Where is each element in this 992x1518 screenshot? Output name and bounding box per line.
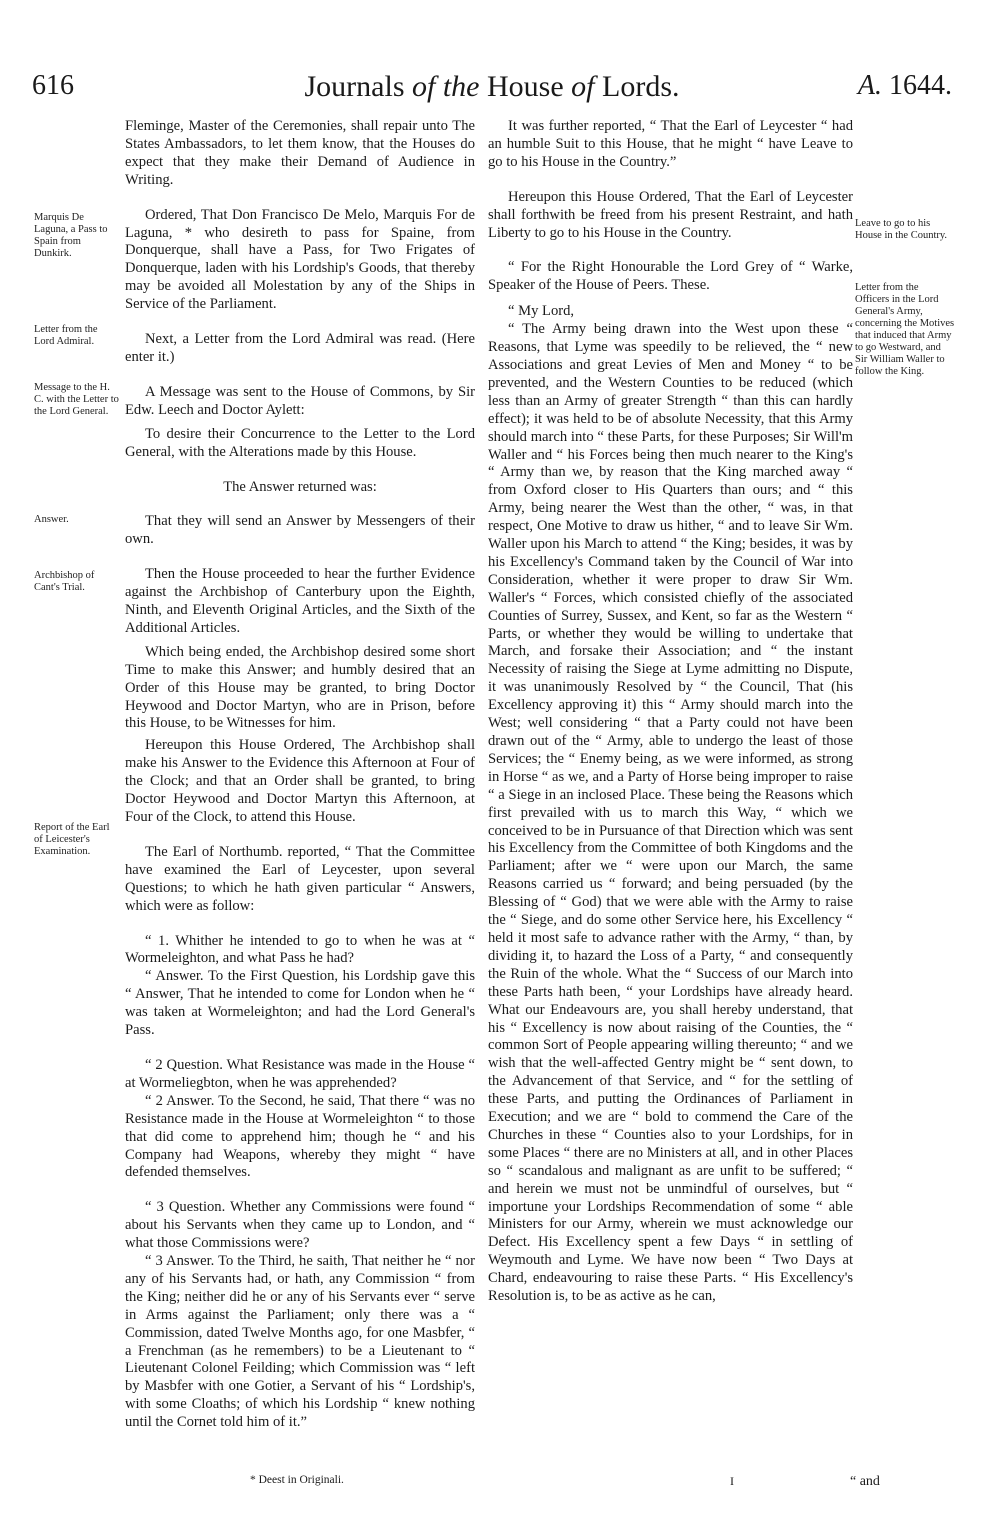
paragraph: To desire their Concurrence to the Letter to the Lord General, with the Alterations made by this House. bbox=[125, 425, 475, 460]
paragraph: Fleminge, Master of the Ceremonies, shall repair unto The States Ambassadors, to let them know, that the Houses do expect that they make their Demand of Audience in Writing. bbox=[125, 118, 475, 188]
paragraph: The Earl of Northumb. reported, “ That the Committee have examined the Earl of Leycester, upon several Questions; to which he hath given particular “ Answers, which were as follow: bbox=[125, 843, 475, 914]
running-title bbox=[32, 70, 952, 104]
paragraph: “ 2 Answer. To the Second, he said, That there “ was no Resistance made in the House at Wormeleighton “ to those that did come to apprehend him; though he “ and his Company had Weapons, whereby they might “ have defended themselves. bbox=[125, 1092, 475, 1181]
paragraph: That they will send an Answer by Messengers of their own. bbox=[125, 513, 475, 548]
paragraph: Next, a Letter from the Lord Admiral was read. (Here enter it.) bbox=[125, 331, 475, 365]
margin-note-marquis: Marquis De Laguna, a Pass to Spain from Dunkirk. bbox=[34, 212, 108, 259]
title-word: Lords. bbox=[602, 70, 680, 103]
year-value: 1644. bbox=[889, 70, 952, 101]
title-word: House bbox=[487, 70, 564, 103]
title-word: the bbox=[442, 70, 480, 103]
page-number: 616 bbox=[32, 70, 74, 101]
footnote: * Deest in Originali. bbox=[250, 1474, 344, 1486]
running-header bbox=[32, 70, 952, 110]
title-word: of bbox=[571, 70, 595, 103]
paragraph: It was further reported, “ That the Earl of Leycester “ had an humble Suit to this House, that he might “ have Leave to go to his House in the Country.” bbox=[488, 118, 853, 170]
paragraph: “ 2 Question. What Resistance was made in the House “ at Wormeliegbton, when he was apprehended? bbox=[125, 1056, 475, 1091]
paragraph: Hereupon this House Ordered, That the Earl of Leycester shall forthwith be freed from his present Restraint, and hath Liberty to go to his House in the Country. bbox=[488, 188, 853, 241]
paragraph: “ Answer. To the First Question, his Lordship gave this “ Answer, That he intended to come for London when he “ was taken at Wormeleighton; and had the Lord General's Pass. bbox=[125, 968, 475, 1039]
year bbox=[858, 70, 952, 102]
paragraph: Ordered, That Don Francisco De Melo, Marquis For de Laguna, * who desireth to pass for Spaine, from Donquerque, shall have a Pass, for Two Frigates of Donquerque, laden with his Lordship's Goods, that thereby may be avoided all Molestation by any of the Ships in Service of the Parliament. bbox=[125, 206, 475, 313]
right-column bbox=[488, 118, 853, 1306]
paragraph: The Answer returned was: bbox=[223, 478, 377, 495]
catchword: “ and bbox=[850, 1474, 880, 1489]
left-column bbox=[125, 118, 475, 1432]
letter-body: “ The Army being drawn into the West upon these “ Reasons, that Lyme was speedily to be relieved, the “ new Associations and great Levies of Men and Money “ to be prevented, and the Western Counties to be reduced (which less than an Army of greater Strength “ than this can hardly effect); it was held to be of absolute Necessity, that this Army should march into “ these Parts, for these Purposes; Sir Will'm Waller and “ his Forces being then much nearer to the King's “ Army than we, by reason that the King marched away “ from Oxford closer to His Quarters than ours; and “ this Army, being nearer the West than the other, “ was, in that respect, One Motive to draw us hither, “ and to leave Sir Wm. Waller upon his March to attend “ the King; besides, it was by his Excellency's Command taken by the Council of War into Consideration, whether it were proper to draw Sir Wm. Waller's “ Forces, which consisted chiefly of the associated Counties of Surrey, Sussex, and Kent, so far as the Western “ Parts, or whether they would be willing to undertake that March, and forsake their Association; and “ the instant Necessity of raising the Siege at Lyme admitting no Dispute, it was unanimously Resolved by “ the Council, That (his Excellency approving it) this “ Army should march into the West; well considering “ that a Party could not have been drawn out of the “ Army, able to undergo the least of those Services; the “ Enemy being, as we were informed, as strong in Horse “ as we, and a Party of Horse being improper to raise “ a Siege in an inclosed Place. These being the Reasons which first prevailed with us to march this Way, “ which we conceived to be in Pursuance of that Direction which was sent his Excellency from the Committee of both Kingdoms and the Parliament; after we “ were upon our March, the same Reasons carried us “ forward; and being persuaded (by the Blessing of “ God) that we were able with the Army to raise the “ Siege, and do some other Service here, his Excellency “ held it most safe to advance rather with the Army, “ than, by dividing it, to hazard the Loss of a Party, “ and consequently the Ruin of the whole. What the “ Success of our March into these Parts hath been, “ your Lordships have already heard. What our Endeavours are, you shall hereby understand, that his “ Excellency is now about raising of the Counties, the “ common Sort of People appearing willing thereunto; “ and we wish that the well-affected Gentry might be “ sent down, to the Advancement of that Service, and “ for the settling of these Parts, and putting the Ordinances of Parliament in Execution; and we are “ bold to commend the Care of the Churches in these “ Counties also to your Lordships, for in some Places “ there are no Ministers at all, and in other Places so “ scandalous and malignant as are unfit to be suffered; “ and herein we must not be unmindful of ourselves, but “ importune your Lordships Recommendation of some “ able Ministers for our Army, wherein we must acknowledge our Defect. His Excellency spent a few Days “ in settling of Weymouth and Lyme. We have now been “ Two Days at Chard, endeavouring to raise these Parts. “ His Excellency's Resolution is, to be as active as he can, bbox=[488, 321, 853, 1305]
margin-note-message: Message to the H. C. with the Letter to the Lord General. bbox=[34, 382, 119, 417]
signature-mark: I bbox=[730, 1474, 734, 1488]
margin-note-archbishop: Archbishop of Cant's Trial. bbox=[34, 570, 95, 593]
paragraph: “ For the Right Honourable the Lord Grey of “ Warke, Speaker of the House of Peers. These. bbox=[488, 259, 853, 294]
title-word: Journals bbox=[304, 70, 405, 103]
paragraph: Which being ended, the Archbishop desired some short Time to make this Answer; and humbly desired that an Order of this House may be granted, to bring Doctor Heywood and Doctor Martyn, who are in Prison, before this House, to be Witnesses for him. bbox=[125, 643, 475, 732]
paragraph: Hereupon this House Ordered, The Archbishop shall make his Answer to the Evidence this Afternoon at Four of the Clock; and that an Order shall be granted, to bring Doctor Heywood and Doctor Martyn this Afternoon, at Four of the Clock, to attend this House. bbox=[125, 737, 475, 825]
margin-note-officers: Letter from the Officers in the Lord General's Army, concerning the Motives that induced that Army to go Westward, and Sir William Waller to follow the King. bbox=[855, 282, 955, 377]
margin-note-report: Report of the Earl of Leicester's Examination. bbox=[34, 822, 110, 857]
paragraph: “ 1. Whither he intended to go to when he was at “ Wormeleighton, and what Pass he had? bbox=[125, 932, 475, 967]
margin-note-leave: Leave to go to his House in the Country. bbox=[855, 218, 948, 241]
margin-note-answer: Answer. bbox=[34, 514, 69, 525]
year-prefix: A. bbox=[857, 70, 882, 101]
margin-note-letter-admiral: Letter from the Lord Admiral. bbox=[34, 324, 98, 347]
title-word: of bbox=[412, 70, 436, 103]
paragraph: “ 3 Question. Whether any Commissions were found “ about his Servants when they came up to London, and “ what those Commissions were? bbox=[125, 1199, 475, 1252]
paragraph: A Message was sent to the House of Commons, by Sir Edw. Leech and Doctor Aylett: bbox=[125, 383, 475, 418]
paragraph: “ 3 Answer. To the Third, he saith, That neither he “ nor any of his Servants had, or hath, any Commission “ from the King; neither did he or any of his Servants ever “ serve in Arms against the Parliament; only there was a “ Commission, dated Twelve Months ago, for one Masbfer, “ a Frenchman (as he remembers) to be a Lieutenant to “ Lieutenant Colonel Feilding; which Commission was “ left by Masbfer with one Gotier, a Servant of his “ Lordship's, with some Cloaths; of which his Lordship “ knew nothing until the Cornet told him of it.” bbox=[125, 1253, 475, 1431]
paragraph: “ My Lord, bbox=[508, 303, 575, 320]
paragraph: Then the House proceeded to hear the further Evidence against the Archbishop of Canterbury upon the Eighth, Ninth, and Eleventh Original Articles, and the Sixth of the Additional Articles. bbox=[125, 566, 475, 636]
